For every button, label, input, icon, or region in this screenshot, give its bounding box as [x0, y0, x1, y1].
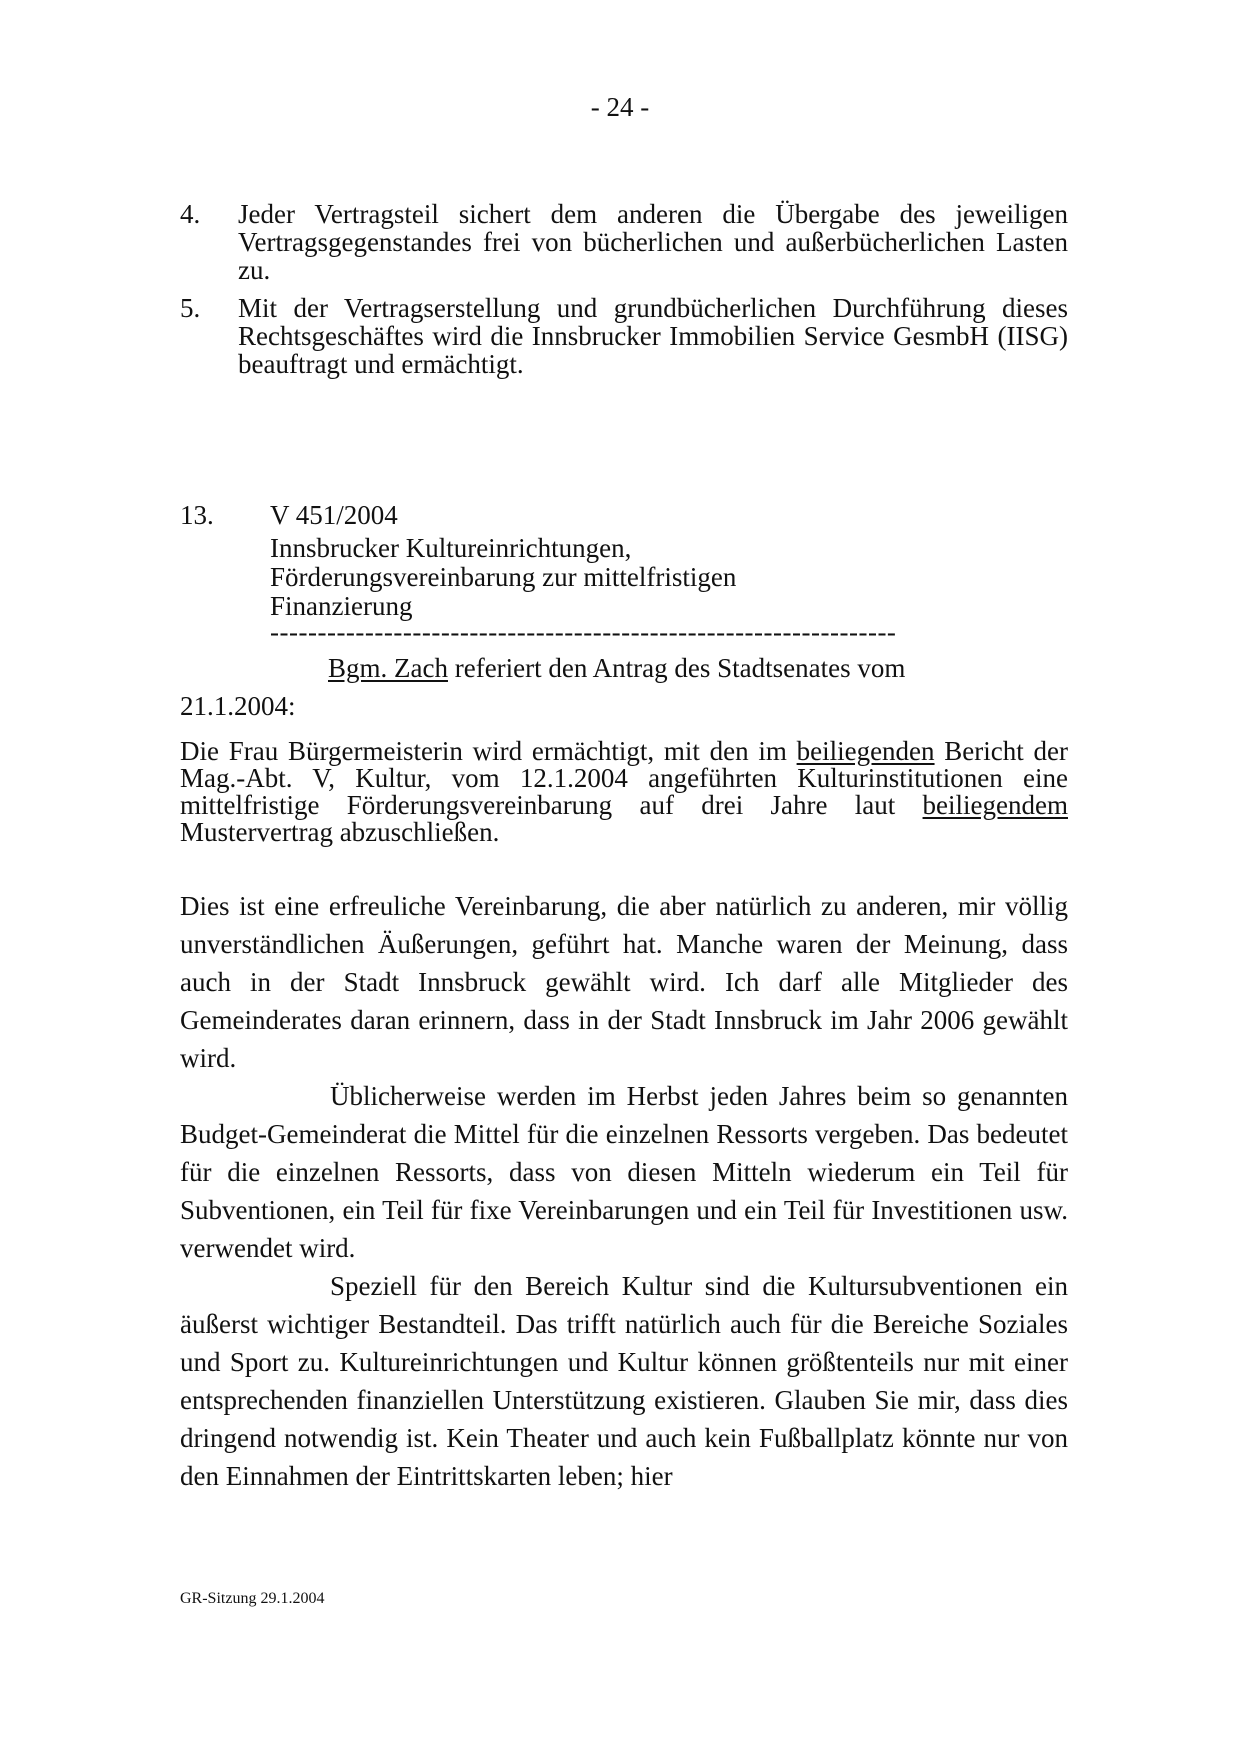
motion-underlined: beiliegenden [796, 736, 935, 766]
referral-line [180, 649, 1000, 725]
speech-paragraph: Üblicherweise werden im Herbst jeden Jahres beim so genannten Budget-Gemeinderat die Mittel für die einzelnen Ressorts vergeben. Das bedeutet für die einzelnen Ressorts, dass von diesen Mitteln wiederum ein Teil für Subventionen, ein Teil für fixe Vereinbarungen und ein Teil für Investitionen usw. verwendet wird. [180, 1081, 1068, 1263]
agenda-reference: V 451/2004 [270, 500, 398, 530]
motion-part: Bericht der Mag.-Abt. V, Kultur, vom 12.1.2004 angeführten Kulturinstitutionen eine mittelfristige Förderungsvereinbarung auf drei Jahre laut [180, 736, 1068, 820]
speech-paragraph: Speziell für den Bereich Kultur sind die Kultursubventionen ein äußerst wichtiger Bestandteil. Das trifft natürlich auch für die Bereiche Soziales und Sport zu. Kultureinrichtungen und Kultur können größtenteils nur mit einer entsprechenden finanziellen Unterstützung existieren. Glauben Sie mir, dass dies dringend notwendig ist. Kein Theater und auch kein Fußballplatz könnte nur von den Einnahmen der Eintrittskarten leben; hier [180, 1271, 1068, 1491]
list-item [180, 294, 1068, 378]
list-item-number: 4. [180, 199, 201, 229]
motion-text [180, 738, 1068, 846]
motion-part: Mustervertrag abzuschließen. [180, 817, 500, 847]
list-item-text: Jeder Vertragsteil sichert dem anderen die Übergabe des jeweiligen Vertragsgegenstandes frei von bücherlichen und außerbücherlichen Lasten zu. [238, 199, 1068, 285]
list-item-number: 5. [180, 293, 201, 323]
agenda-heading [180, 500, 1068, 530]
agenda-title: Innsbrucker Kultureinrichtungen, Förderungsvereinbarung zur mittelfristigen Finanzierung [270, 533, 737, 621]
list-item-text: Mit der Vertragserstellung und grundbücherlichen Durchführung dieses Rechtsgeschäftes wird die Innsbrucker Immobilien Service GesmbH (IISG) beauftragt und ermächtigt. [238, 293, 1068, 379]
speech-body [180, 887, 1068, 1495]
motion-part: Die Frau Bürgermeisterin wird ermächtigt, mit den im [180, 736, 797, 766]
motion-underlined: beiliegendem [922, 790, 1068, 820]
list-item [180, 200, 1068, 284]
page-number: - 24 - [590, 92, 650, 122]
contract-terms-list [180, 200, 1068, 388]
speaker-name: Bgm. Zach [328, 653, 448, 683]
agenda-number: 13. [180, 500, 214, 530]
speech-paragraph: Dies ist eine erfreuliche Vereinbarung, die aber natürlich zu anderen, mir völlig unverständlichen Äußerungen, geführt hat. Manche waren der Meinung, dass auch in der Stadt Innsbruck gewählt wird. Ich darf alle Mitglieder des Gemeinderates daran erinnern, dass in der Stadt Innsbruck im Jahr 2006 gewählt wird. [180, 891, 1068, 1073]
agenda-item [180, 500, 1068, 725]
divider-rule: ------------------------------------------------------------------ [270, 617, 897, 647]
page-footer: GR-Sitzung 29.1.2004 [180, 1590, 325, 1607]
referral-text: referiert den Antrag des Stadtsenates vom 21.1.2004: [180, 653, 906, 721]
